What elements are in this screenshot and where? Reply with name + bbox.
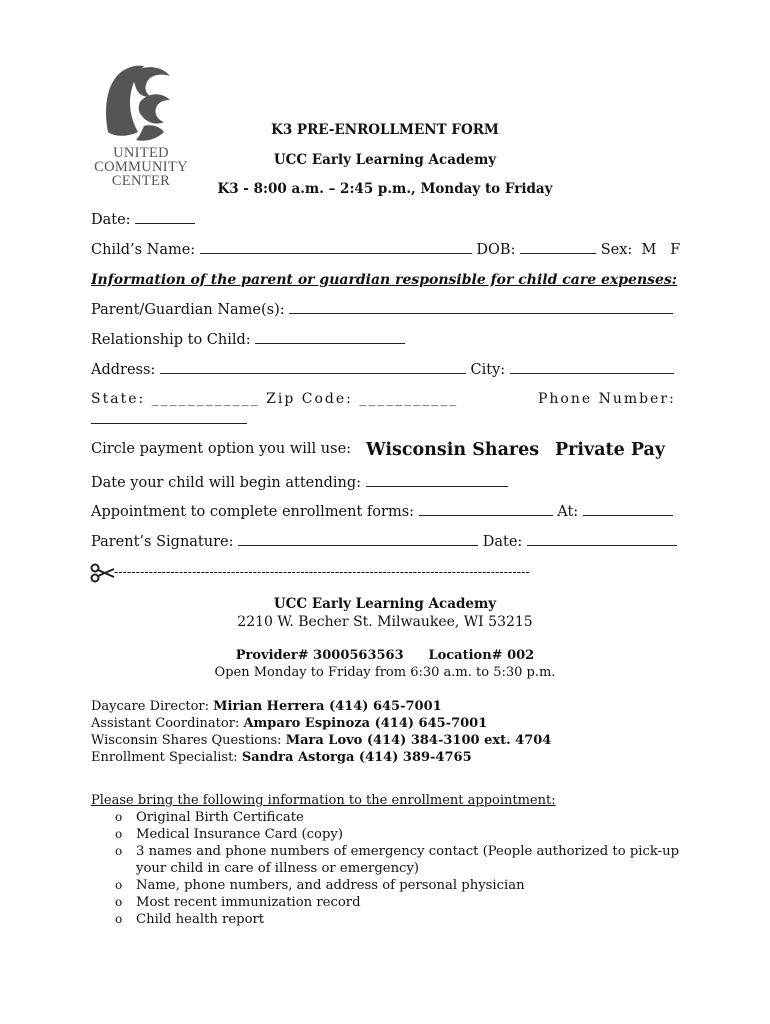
address-label: Address: — [91, 362, 156, 378]
contact-value: Amparo Espinoza (414) 645-7001 — [243, 716, 488, 731]
relationship-row — [91, 331, 405, 348]
requirement-item: o Most recent immunization record — [91, 894, 683, 911]
phone-field[interactable] — [91, 423, 247, 424]
section-heading: Information of the parent or guardian responsible for child care expenses: — [91, 272, 677, 288]
requirement-item: o Original Birth Certificate — [91, 809, 683, 826]
phone-label: Phone Number: — [538, 391, 676, 407]
start-date-label: Date your child will begin attending: — [91, 475, 362, 491]
relationship-field[interactable] — [255, 331, 405, 344]
info-academy: UCC Early Learning Academy — [273, 596, 497, 612]
city-label: City: — [470, 362, 506, 378]
scissors-icon — [90, 563, 116, 587]
dob-field[interactable] — [520, 241, 596, 254]
contact-value: Sandra Astorga (414) 389-4765 — [241, 750, 472, 765]
date-label: Date: — [91, 212, 131, 228]
payment-option-private-pay[interactable]: Private Pay — [555, 440, 666, 460]
contacts-list — [91, 698, 551, 766]
signature-row — [91, 533, 677, 550]
contact-row — [91, 732, 551, 749]
contact-value: Mirian Herrera (414) 645-7001 — [213, 699, 442, 714]
logo-line: CENTER — [111, 173, 171, 189]
cut-line: ------------------------------------------------------------------------------------------------ — [114, 565, 530, 579]
state-label: State: — [91, 391, 146, 407]
appointment-label: Appointment to complete enrollment forms: — [91, 504, 415, 520]
logo-line: COMMUNITY — [94, 159, 188, 175]
address-row — [91, 361, 674, 378]
requirements-heading: Please bring the following information to the enrollment appointment: — [91, 793, 556, 808]
start-date-row — [91, 474, 508, 491]
signature-date-field[interactable] — [527, 533, 677, 546]
contact-row — [91, 715, 551, 732]
info-address: 2210 W. Becher St. Milwaukee, WI 53215 — [237, 614, 533, 630]
parent-row — [91, 301, 673, 318]
program-schedule: K3 - 8:00 a.m. – 2:45 p.m., Monday to Friday — [217, 181, 553, 197]
sex-option-m[interactable]: M — [641, 242, 657, 258]
location-number: Location# 002 — [428, 648, 535, 663]
contact-row — [91, 698, 551, 715]
appointment-field[interactable] — [419, 503, 553, 516]
logo-line: UNITED — [113, 145, 169, 161]
provider-row — [0, 648, 770, 663]
date-row — [91, 211, 195, 228]
city-field[interactable] — [510, 361, 674, 374]
requirements-list — [91, 809, 683, 928]
contact-value: Mara Lovo (414) 384-3100 ext. 4704 — [285, 733, 552, 748]
academy-name: UCC Early Learning Academy — [273, 152, 497, 168]
requirement-item: o Name, phone numbers, and address of personal physician — [91, 877, 683, 894]
date-field[interactable] — [135, 211, 195, 224]
hours: Open Monday to Friday from 6:30 a.m. to 5:30 p.m. — [214, 665, 556, 680]
payment-row — [91, 441, 351, 457]
contact-role: Enrollment Specialist: — [91, 750, 238, 765]
payment-label: Circle payment option you will use: — [91, 441, 352, 457]
parent-name-field[interactable] — [289, 301, 673, 314]
requirement-item: o 3 names and phone numbers of emergency contact (People authorized to pick-up your child in care of illness or emergency) — [91, 843, 683, 877]
contact-role: Wisconsin Shares Questions: — [91, 733, 282, 748]
requirement-item: o Medical Insurance Card (copy) — [91, 826, 683, 843]
state-field[interactable]: ____________ — [151, 391, 260, 407]
state-row — [91, 391, 458, 407]
dob-label: DOB: — [476, 242, 516, 258]
contact-row — [91, 749, 551, 766]
address-field[interactable] — [160, 361, 466, 374]
at-field[interactable] — [583, 503, 673, 516]
contact-role: Assistant Coordinator: — [91, 716, 240, 731]
child-name-field[interactable] — [200, 241, 472, 254]
sex-option-f[interactable]: F — [670, 242, 681, 258]
payment-option-wisconsin-shares[interactable]: Wisconsin Shares — [366, 440, 540, 460]
contact-role: Daycare Director: — [91, 699, 210, 714]
provider-number: Provider# 3000563563 — [235, 648, 404, 663]
signature-label: Parent’s Signature: — [91, 534, 234, 550]
zip-field[interactable]: ___________ — [359, 391, 459, 407]
requirement-item: o Child health report — [91, 911, 683, 928]
sex-label: Sex: — [600, 242, 633, 258]
signature-date-label: Date: — [482, 534, 523, 550]
start-date-field[interactable] — [366, 474, 508, 487]
form-title: K3 PRE-ENROLLMENT FORM — [271, 122, 499, 138]
at-label: At: — [557, 504, 579, 520]
child-name-label: Child’s Name: — [91, 242, 196, 258]
parent-name-label: Parent/Guardian Name(s): — [91, 302, 285, 318]
signature-field[interactable] — [238, 533, 478, 546]
appointment-row — [91, 503, 673, 520]
child-row — [91, 241, 680, 258]
zip-label: Zip Code: — [266, 391, 353, 407]
relationship-label: Relationship to Child: — [91, 332, 251, 348]
